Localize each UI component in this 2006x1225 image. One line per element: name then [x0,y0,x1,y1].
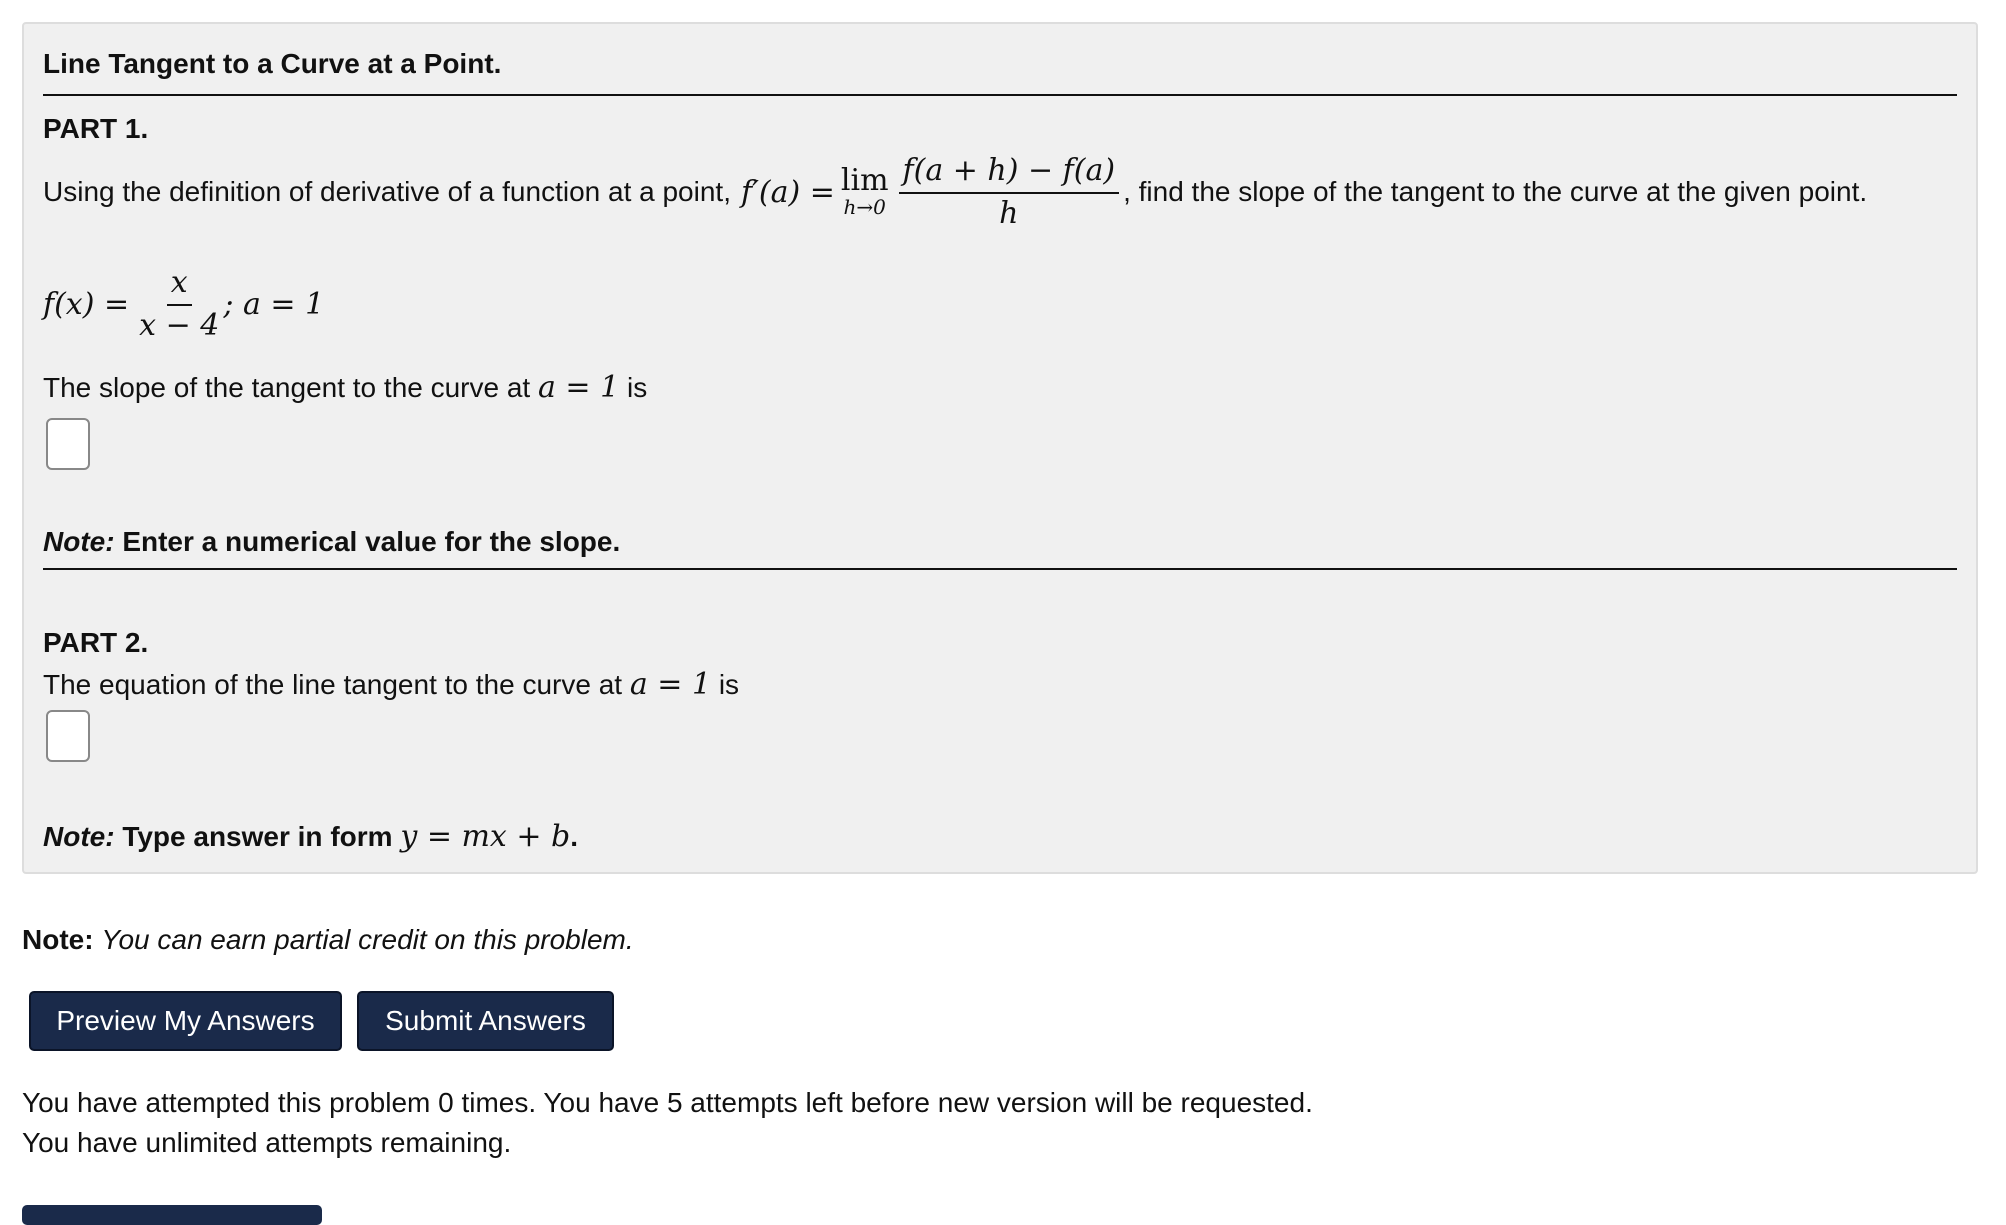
eq-suffix: is [718,669,740,700]
slope-answer-input[interactable] [46,418,90,470]
part2-note-end: . [570,821,579,852]
part1-heading: PART 1. [43,113,149,144]
preview-answers-button[interactable]: Preview My Answers [29,991,342,1051]
part-divider [43,568,1957,570]
part1-note [43,526,620,558]
part2-note-text: Type answer in form [122,821,393,852]
function-denominator: x − 4 [139,308,220,343]
next-button-edge[interactable] [22,1205,322,1225]
attempts-line-1: You have attempted this problem 0 times. You have 5 attempts left before new version will be requested. [22,1087,1313,1118]
slope-math: a = 1 [538,370,620,405]
part2-note-label: Note: [43,821,115,852]
derivative-definition-text [43,147,1867,237]
slope-prefix: The slope of the tangent to the curve at [43,372,531,403]
eq-prefix: The equation of the line tangent to the curve at [43,669,623,700]
function-fraction [139,265,219,343]
equation-answer-input[interactable] [46,710,90,762]
def-numerator: f(a + h) − f(a) [899,153,1120,194]
function-numerator: x [167,265,192,306]
difference-quotient [899,153,1120,231]
def-lhs: f′(a) = [740,174,835,210]
title-divider [43,94,1957,96]
intro-after: , find the slope of the tangent to the curve at the given point. [1123,176,1868,207]
lim-subscript: h→0 [843,195,886,219]
function-lhs: f(x) = [43,286,130,322]
tangent-equation-question [43,667,739,702]
problem-title: Line Tangent to a Curve at a Point. [43,48,502,79]
function-point: ; a = 1 [223,286,325,322]
part2-note [43,819,578,854]
eq-math: a = 1 [629,667,712,702]
limit-operator [840,163,889,219]
attempts-info [22,1083,1313,1163]
function-definition [43,264,324,344]
part2-note-math: y = mx + b [400,819,571,854]
slope-question [43,370,647,405]
attempts-line-2: You have unlimited attempts remaining. [22,1127,512,1158]
problem-panel [22,22,1978,874]
part2-heading: PART 2. [43,627,149,658]
lim-word: lim [840,163,889,198]
partial-credit-note [22,924,634,956]
part1-note-text: Enter a numerical value for the slope. [122,526,621,557]
intro-before: Using the definition of derivative of a function at a point, [43,176,731,207]
credit-text: You can earn partial credit on this problem. [101,924,634,955]
part1-note-label: Note: [43,526,115,557]
slope-suffix: is [626,372,648,403]
credit-label: Note: [22,924,94,955]
submit-answers-button[interactable]: Submit Answers [357,991,614,1051]
def-denominator: h [999,196,1019,231]
